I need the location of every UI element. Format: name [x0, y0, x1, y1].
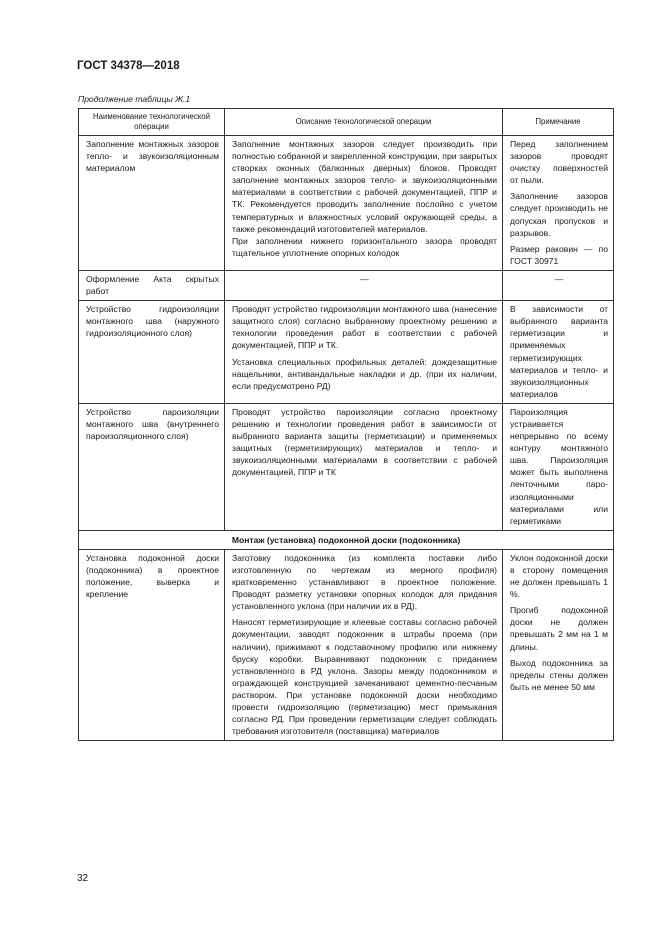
section-title: Монтаж (установка) подоконной доски (подоконника) — [79, 530, 614, 549]
header-operation-name: Наименование технологической операции — [79, 109, 225, 136]
operation-description-cell — [225, 403, 503, 530]
note-paragraph: Пароизоляция устраивается непрерывно по всему контуру монтажного шва. Пароизоляция может быть выполнена ленточными паро-изоляционными материалами или герметиками — [510, 406, 608, 526]
note-paragraph: Заполнение зазоров следует производить не допуская пропусков и разрывов. — [510, 191, 608, 238]
description-paragraph: Заготовку подоконника (из комплекта поставки либо изготовленную по чертежам из мерного профиля) кратковременно устанавливают в проектное положение. Проводят разметку установки опорных колодок для придания установленного уклона (при наличии их в РД). — [232, 552, 497, 612]
table-caption: Продолжение таблицы Ж.1 — [78, 94, 191, 104]
note-cell — [503, 136, 614, 271]
operation-description-cell — [225, 136, 503, 271]
operation-name: Установка подоконной доски (подоконника) в проектное положение, выверка и крепление — [86, 552, 219, 600]
note-cell: — — [503, 270, 614, 300]
note-cell — [503, 549, 614, 740]
table-header-row — [79, 109, 614, 136]
table-row — [79, 403, 614, 530]
description-paragraph: При заполнении нижнего горизонтального зазора проводят тщательное уплотнение опорных колодок — [232, 235, 497, 258]
description-paragraph: Заполнение монтажных зазоров следует производить при полностью собранной и закрепленной конструкции, при закрытых створках оконных (балконных дверных) блоков. Проводят заполнение монтажных зазоров тепло- и звукоизоляционными материалами в соответствии с рабочей документацией, ППР и ТК. Рекомендуется проводить заполнение послойно с учетом температурных и влажностных условий окружающей среды, а также рекомендаций изготовителей материалов. — [232, 139, 497, 234]
operation-description-cell — [225, 549, 503, 740]
operation-name-cell — [79, 549, 225, 740]
note-cell — [503, 301, 614, 404]
note-paragraph: Выход подоконника за пределы стены должен быть не менее 50 мм — [510, 657, 608, 692]
operations-table — [78, 108, 614, 741]
description-paragraph: Установка специальных профильных деталей: дождезащитные нащельники, антивандальные накладки и др. (при их наличии, если предусмотрено РД) — [232, 356, 497, 391]
header-operation-description: Описание технологической операции — [225, 109, 503, 136]
operation-description-cell — [225, 301, 503, 404]
description-paragraph: Проводят устройство пароизоляции согласно проектному решению и технологии проведения работ в зависимости от выбранного варианта защиты (герметизации) и применяемых защитных (герметизирующих) материалов и тепло- и звукоизоляционными материалами в соответствии с рабочей документацией, ППР и ТК — [232, 406, 497, 478]
document-code: ГОСТ 34378—2018 — [77, 60, 180, 72]
table-row — [79, 270, 614, 300]
operation-name: Заполнение монтажных зазоров тепло- и звукоизоляционным материалом — [86, 139, 219, 174]
note-paragraph: В зависимости от выбранного варианта герметизации и применяемых герметизирующих материалов и тепло- и звукоизоляционных материалов — [510, 304, 608, 399]
note-cell — [503, 403, 614, 530]
note-paragraph: Прогиб подоконной доски не должен превышать 2 мм на 1 м длины. — [510, 605, 608, 652]
note-paragraph: Перед заполнением зазоров проводят очистку поверхностей от пыли. — [510, 139, 608, 186]
section-header-row — [79, 530, 614, 549]
operation-name-cell — [79, 301, 225, 404]
operation-name: Оформление Акта скрытых работ — [86, 273, 219, 297]
operation-name-cell — [79, 136, 225, 271]
note-paragraph: Уклон подоконной доски в сторону помещения не должен превышать 1 %. — [510, 552, 608, 600]
operation-name-cell — [79, 403, 225, 530]
operation-name-cell — [79, 270, 225, 300]
header-note: Примечание — [503, 109, 614, 136]
table-row — [79, 136, 614, 271]
description-paragraph: Наносят герметизирующие и клеевые составы согласно рабочей документации, заводят подоконник в штрабы проема (при наличии), прижимают к подставочному профилю или нижнему бруску коробки. Выравнивают подоконник с приданием установленного в РД уклона. Зазоры между подоконником и ограждающей конструкцией зачеканивают цементно-песчаным раствором. При установке подоконной доски необходимо провести гидроизоляцию (герметизацию) мест примыкания согласно РД. При проведении герметизации следует соблюдать требования изготовителя (поставщика) материалов — [232, 617, 497, 737]
table-row — [79, 549, 614, 740]
operation-description-cell: — — [225, 270, 503, 300]
operation-name: Устройство гидроизоляции монтажного шва (наружного гидроизоляционного слоя) — [86, 304, 219, 339]
table-row — [79, 301, 614, 404]
operation-name: Устройство пароизоляции монтажного шва (внутреннего пароизоляционного слоя) — [86, 406, 219, 442]
page-number: 32 — [77, 873, 89, 884]
note-paragraph: Размер раковин — по ГОСТ 30971 — [510, 243, 608, 266]
description-paragraph: Проводят устройство гидроизоляции монтажного шва (нанесение защитного слоя) согласно выбранному проектному решению и технологии проведения работ в соответствии с рабочей документацией, ППР и ТК. — [232, 304, 497, 351]
